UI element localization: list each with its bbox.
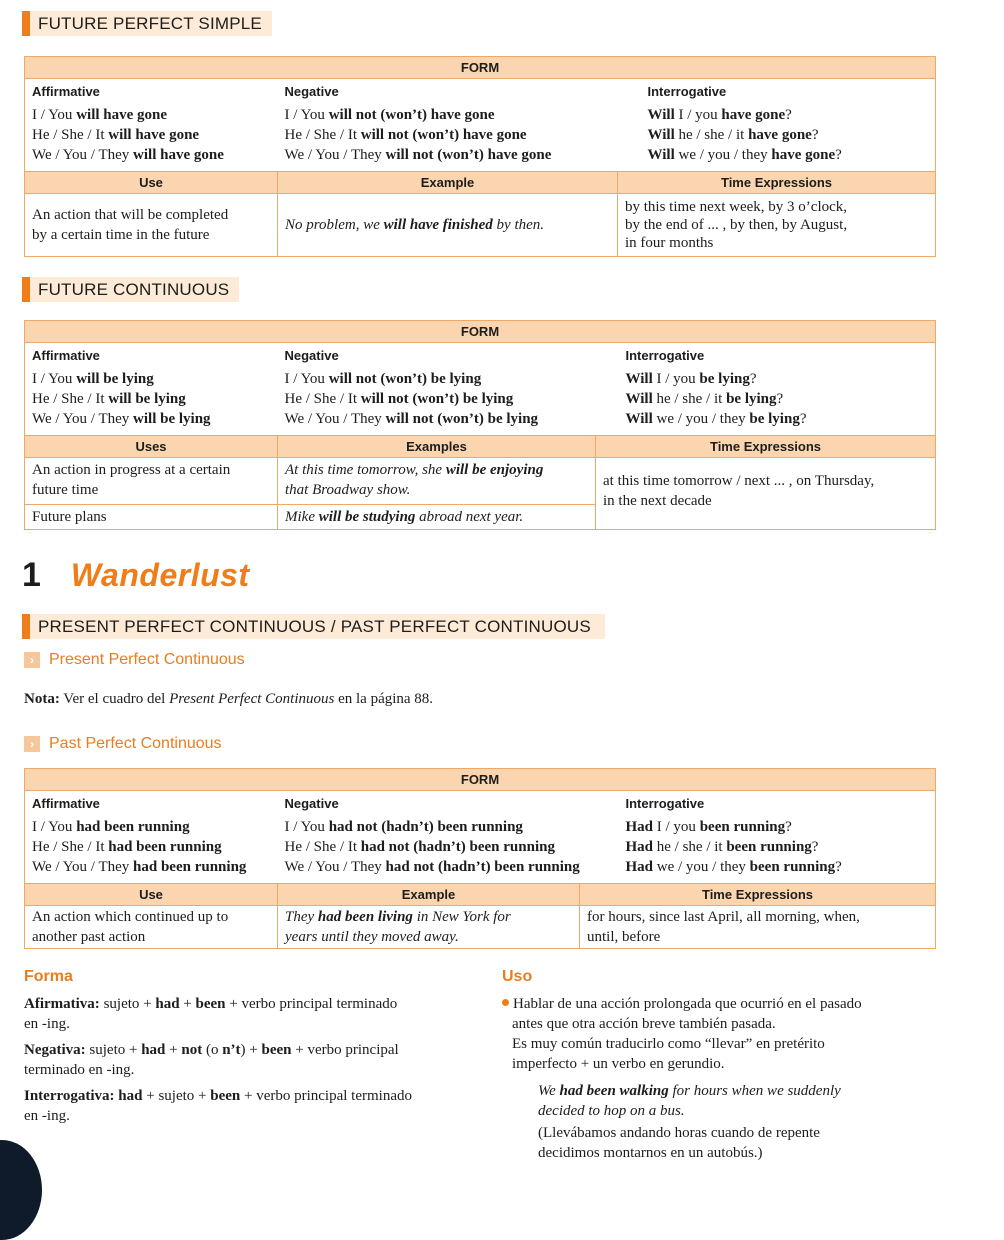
form-line: We / You / They had not (hadn’t) been running — [284, 859, 580, 875]
interrogative-label: Interrogative — [625, 796, 705, 811]
time-expressions-cell: at this time tomorrow / next ... , on Thursday, in the next decade — [596, 458, 936, 530]
example-cell: At this time tomorrow, she will be enjoying that Broadway show. — [278, 458, 596, 505]
negative-label: Negative — [284, 348, 339, 363]
time-expressions-cell: by this time next week, by 3 o’clock, by the end of ... , by then, by August, in four months — [618, 194, 936, 257]
form-line: We / You / They will not (won’t) be lying — [284, 411, 539, 427]
section-title: FUTURE CONTINUOUS — [30, 277, 239, 302]
affirmative-cell — [25, 343, 278, 436]
time-expressions-header: Time Expressions — [618, 172, 936, 194]
corner-decoration — [0, 1140, 42, 1240]
subheading-label: Past Perfect Continuous — [49, 735, 222, 752]
future-continuous-table — [24, 320, 936, 530]
negative-cell — [278, 343, 596, 436]
example-cell: Mike will be studying abroad next year. — [278, 505, 596, 530]
form-line: I / You had not (hadn’t) been running — [284, 819, 523, 835]
use-cell: An action that will be completed by a certain time in the future — [25, 194, 278, 257]
forma-affirmative: Afirmativa: sujeto + had + been + verbo principal terminado en -ing. — [24, 996, 398, 1032]
form-line: Will I / you have gone? — [647, 107, 792, 123]
negative-label: Negative — [284, 84, 339, 99]
subheading-label: Present Perfect Continuous — [49, 651, 245, 668]
affirmative-label: Affirmative — [32, 84, 100, 99]
time-expressions-header: Time Expressions — [596, 436, 936, 458]
subheading-past-perfect-continuous — [24, 735, 222, 753]
affirmative-cell — [25, 79, 278, 172]
time-expressions-header: Time Expressions — [580, 884, 936, 906]
interrogative-label: Interrogative — [647, 84, 727, 99]
heading-bar — [22, 11, 30, 36]
form-line: Will he / she / it have gone? — [647, 127, 819, 143]
form-line: I / You will not (won’t) be lying — [284, 371, 482, 387]
section-heading-perfect-continuous — [22, 614, 605, 639]
form-header: FORM — [25, 769, 936, 791]
forma-heading: Forma — [24, 968, 73, 985]
form-line: He / She / It had not (hadn’t) been running — [284, 839, 555, 855]
form-line: He / She / It will be lying — [32, 391, 186, 407]
heading-bar — [22, 614, 30, 639]
form-line: We / You / They had been running — [32, 859, 247, 875]
form-line: He / She / It will not (won’t) be lying — [284, 391, 514, 407]
form-line: I / You had been running — [32, 819, 190, 835]
forma-negative: Negativa: sujeto + had + not (o n’t) + been + verbo principal terminado en -ing. — [24, 1042, 399, 1078]
interrogative-cell — [618, 79, 936, 172]
form-line: We / You / They will have gone — [32, 147, 224, 163]
uses-header: Uses — [25, 436, 278, 458]
form-line: Will we / you / they be lying? — [625, 411, 807, 427]
section-heading-future-perfect — [22, 11, 272, 36]
form-line: He / She / It will not (won’t) have gone — [284, 127, 527, 143]
future-perfect-table — [24, 56, 936, 257]
uso-heading: Uso — [502, 968, 533, 985]
use-header: Use — [25, 172, 278, 194]
form-header: FORM — [25, 57, 936, 79]
use-header: Use — [25, 884, 278, 906]
example-cell: They had been living in New York for years until they moved away. — [278, 906, 580, 949]
heading-bar — [22, 277, 30, 302]
example-header: Example — [278, 172, 618, 194]
unit-heading — [22, 556, 250, 595]
example-header: Example — [278, 884, 580, 906]
time-expressions-cell: for hours, since last April, all morning, when, until, before — [580, 906, 936, 949]
uso-translation: (Llevábamos andando horas cuando de repente decidimos montarnos en un autobús.) — [538, 1125, 820, 1161]
use-cell: An action which continued up to another past action — [25, 906, 278, 949]
negative-cell — [278, 79, 618, 172]
past-perfect-continuous-table — [24, 768, 936, 949]
unit-title: Wanderlust — [70, 557, 250, 593]
unit-number: 1 — [22, 556, 41, 594]
forma-interrogative: Interrogativa: had + sujeto + been + verbo principal terminado en -ing. — [24, 1088, 412, 1124]
chevron-right-icon: › — [24, 652, 40, 668]
section-title: PRESENT PERFECT CONTINUOUS / PAST PERFECT CONTINUOUS — [30, 614, 605, 639]
uso-text: Hablar de una acción prolongada que ocurrió en el pasado antes que otra acción breve también pasada. Es muy común traducirlo como “llevar” en pretérito imperfecto + un verbo en gerundio. — [502, 994, 982, 1074]
subheading-present-perfect-continuous — [24, 651, 245, 669]
bullet-icon — [502, 999, 509, 1006]
use-cell: Future plans — [25, 505, 278, 530]
interrogative-cell — [580, 791, 936, 884]
chevron-right-icon: › — [24, 736, 40, 752]
form-line: Will I / you be lying? — [625, 371, 757, 387]
affirmative-cell — [25, 791, 278, 884]
form-line: We / You / They will be lying — [32, 411, 211, 427]
form-line: I / You will not (won’t) have gone — [284, 107, 495, 123]
examples-header: Examples — [278, 436, 596, 458]
affirmative-label: Affirmative — [32, 796, 100, 811]
form-line: Had we / you / they been running? — [625, 859, 842, 875]
negative-label: Negative — [284, 796, 339, 811]
use-cell: An action in progress at a certain future time — [25, 458, 278, 505]
form-line: He / She / It had been running — [32, 839, 222, 855]
section-heading-future-continuous — [22, 277, 239, 302]
uso-example: We had been walking for hours when we suddenly decided to hop on a bus. — [538, 1083, 841, 1119]
negative-cell — [278, 791, 580, 884]
affirmative-label: Affirmative — [32, 348, 100, 363]
example-cell: No problem, we will have finished by then. — [278, 194, 618, 257]
form-line: He / She / It will have gone — [32, 127, 200, 143]
form-header: FORM — [25, 321, 936, 343]
form-line: I / You will have gone — [32, 107, 168, 123]
form-line: We / You / They will not (won’t) have gone — [284, 147, 552, 163]
form-line: Had he / she / it been running? — [625, 839, 819, 855]
interrogative-label: Interrogative — [625, 348, 705, 363]
section-title: FUTURE PERFECT SIMPLE — [30, 11, 272, 36]
form-line: Will he / she / it be lying? — [625, 391, 784, 407]
note-text: Nota: Ver el cuadro del Present Perfect Continuous en la página 88. — [24, 691, 434, 707]
form-line: I / You will be lying — [32, 371, 154, 387]
form-line: Had I / you been running? — [625, 819, 792, 835]
form-line: Will we / you / they have gone? — [647, 147, 842, 163]
interrogative-cell — [596, 343, 936, 436]
